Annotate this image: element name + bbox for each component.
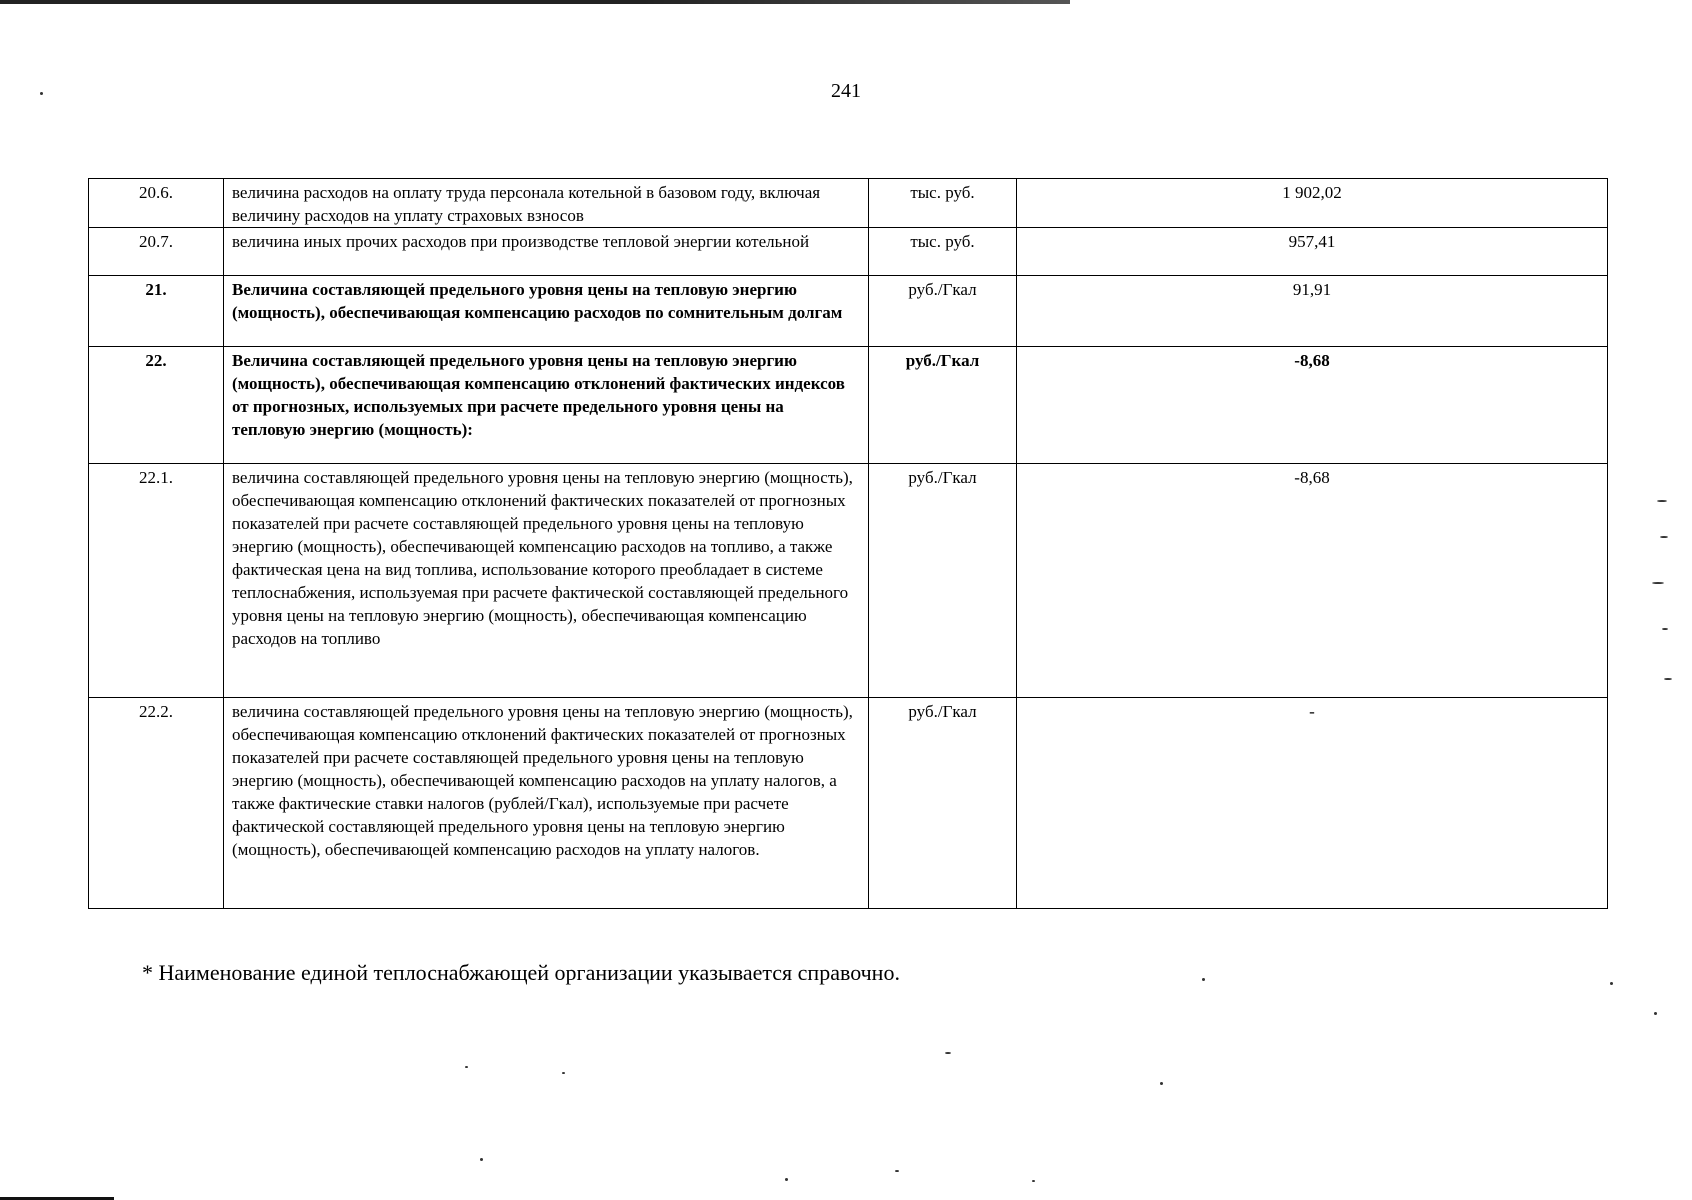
scan-speck xyxy=(1660,536,1668,538)
row-unit: руб./Гкал xyxy=(869,464,1017,698)
tariff-table xyxy=(88,178,1608,909)
row-description: величина иных прочих расходов при производстве тепловой энергии котельной xyxy=(224,228,869,276)
row-unit: руб./Гкал xyxy=(869,698,1017,909)
row-number: 21. xyxy=(89,276,224,347)
scan-speck xyxy=(1664,678,1672,680)
table-row xyxy=(89,179,1608,228)
row-unit: тыс. руб. xyxy=(869,179,1017,228)
scan-speck xyxy=(785,1178,788,1181)
row-description: величина составляющей предельного уровня цены на тепловую энергию (мощность), обеспечивающая компенсацию отклонений фактических показателей от прогнозных показателей при расчете составляющей предельного уровня цены на тепловую энергию (мощность), обеспечивающей компенсацию расходов на уплату налогов, а также фактические ставки налогов (рублей/Гкал), используемые при расчете фактической составляющей предельного уровня цены на тепловую энергию (мощность), обеспечивающей компенсацию расходов на уплату налогов. xyxy=(224,698,869,909)
row-unit: руб./Гкал xyxy=(869,347,1017,464)
scan-speck xyxy=(895,1170,899,1172)
row-value: -8,68 xyxy=(1017,464,1608,698)
row-description: величина составляющей предельного уровня цены на тепловую энергию (мощность), обеспечивающая компенсацию отклонений фактических показателей от прогнозных показателей при расчете составляющей предельного уровня цены на тепловую энергию (мощность), обеспечивающей компенсацию расходов на топливо, а также фактическая цена на вид топлива, использование которого преобладает в системе теплоснабжения, используемая при расчете фактической составляющей предельного уровня цены на тепловую энергию (мощность), обеспечивающая компенсацию расходов на топливо xyxy=(224,464,869,698)
row-number: 22.1. xyxy=(89,464,224,698)
row-unit: тыс. руб. xyxy=(869,228,1017,276)
row-value: -8,68 xyxy=(1017,347,1608,464)
scan-speck xyxy=(1610,982,1613,985)
scan-speck xyxy=(1160,1082,1163,1085)
row-value: 957,41 xyxy=(1017,228,1608,276)
scan-speck xyxy=(480,1158,483,1161)
table-row xyxy=(89,228,1608,276)
row-number: 22.2. xyxy=(89,698,224,909)
row-description: величина расходов на оплату труда персонала котельной в базовом году, включая величину расходов на уплату страховых взносов xyxy=(224,179,869,228)
row-value: 91,91 xyxy=(1017,276,1608,347)
table-row xyxy=(89,347,1608,464)
scan-edge-top xyxy=(0,0,1070,4)
scan-speck xyxy=(40,92,43,95)
scan-speck xyxy=(1652,582,1664,584)
row-unit: руб./Гкал xyxy=(869,276,1017,347)
page-number: 241 xyxy=(831,80,861,102)
footnote: * Наименование единой теплоснабжающей организации указывается справочно. xyxy=(142,960,900,985)
scan-speck xyxy=(1202,978,1205,981)
table-row xyxy=(89,276,1608,347)
row-value: - xyxy=(1017,698,1608,909)
row-description: Величина составляющей предельного уровня цены на тепловую энергию (мощность), обеспечивающая компенсацию отклонений фактических индексов от прогнозных, используемых при расчете предельного уровня цены на тепловую энергию (мощность): xyxy=(224,347,869,464)
scan-speck xyxy=(1662,628,1668,630)
scan-speck xyxy=(945,1052,951,1054)
scan-speck xyxy=(465,1066,468,1068)
scan-speck xyxy=(562,1072,565,1074)
row-number: 22. xyxy=(89,347,224,464)
row-number: 20.6. xyxy=(89,179,224,228)
row-description: Величина составляющей предельного уровня цены на тепловую энергию (мощность), обеспечивающая компенсацию расходов по сомнительным долгам xyxy=(224,276,869,347)
scan-speck xyxy=(1654,1012,1657,1015)
row-value: 1 902,02 xyxy=(1017,179,1608,228)
row-number: 20.7. xyxy=(89,228,224,276)
scan-speck xyxy=(1032,1180,1035,1182)
table-row xyxy=(89,698,1608,909)
scan-speck xyxy=(1657,500,1667,502)
table-row xyxy=(89,464,1608,698)
